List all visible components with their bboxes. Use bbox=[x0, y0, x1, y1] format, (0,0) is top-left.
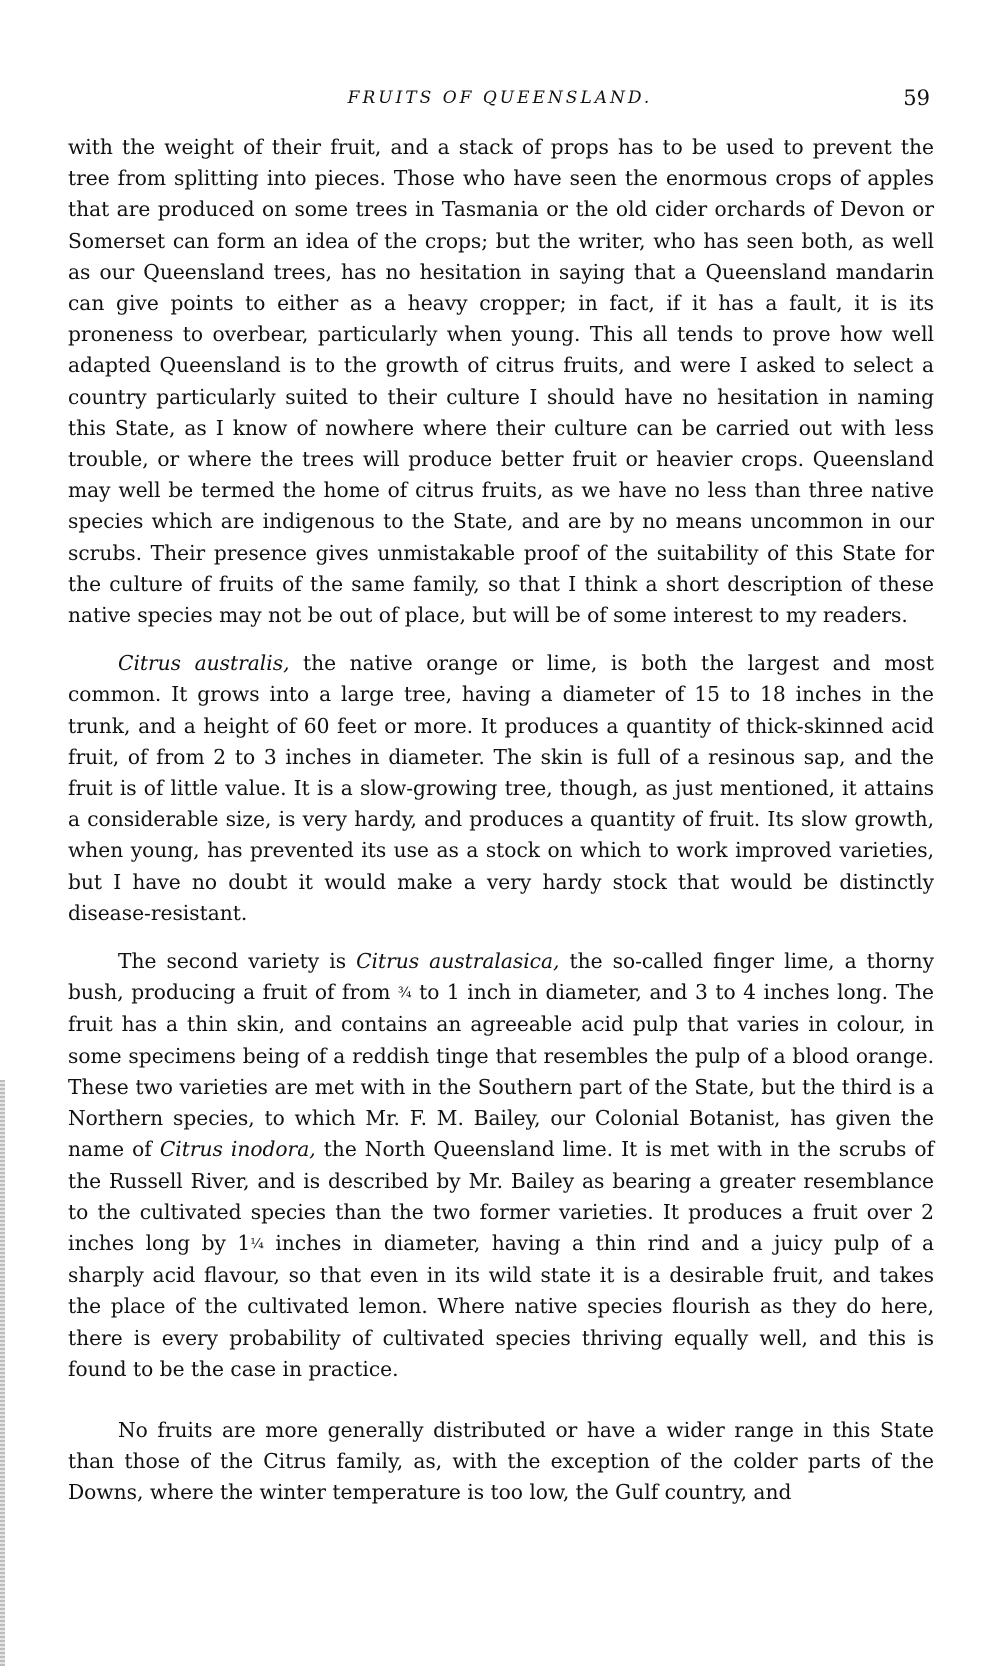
paragraph-3-seg-5: inches in diameter, having a thin rind and a juicy pulp of a sharply acid flavour, so that even in its wild state it is a desirable fruit, and takes the place of the cultivated lemon. Where native species flourish as they do here, there is every probability of cultivated species thriving equally well, and this is found to be the case in practice. bbox=[68, 1230, 934, 1381]
paragraph-3-seg-1: The second variety is bbox=[118, 949, 357, 974]
running-head bbox=[0, 86, 1000, 116]
species-name-citrus-australis: Citrus australis, bbox=[118, 651, 290, 676]
scan-edge bbox=[0, 1080, 5, 1666]
species-name-citrus-australasica: Citrus australasica, bbox=[356, 949, 560, 974]
paragraph-3 bbox=[68, 946, 934, 1385]
running-title: FRUITS OF QUEENSLAND. bbox=[347, 88, 653, 108]
paragraph-2-text: the native orange or lime, is both the largest and most common. It grows into a large tree, having a diameter of 15 to 18 inches in the trunk, and a height of 60 feet or more. It produces a quantity of thick-skinned acid fruit, of from 2 to 3 inches in diameter. The skin is full of a resinous sap, and the fruit is of little value. It is a slow-growing tree, though, as just mentioned, it attains a considerable size, is very hardy, and produces a quantity of fruit. Its slow growth, when young, has prevented its use as a stock on which to work improved varieties, but I have no doubt it would make a very hardy stock that would be distinctly disease-resistant. bbox=[68, 651, 934, 925]
paragraph-3-seg-3: to 1 inch in diameter, and 3 to 4 inches long. The fruit has a thin skin, and contains an agreeable acid pulp that varies in colour, in some specimens being of a reddish tinge that resembles the pulp of a blood orange. These two varieties are met with in the Southern part of the State, but the third is a Northern species, to which Mr. F. M. Bailey, our Colonial Botanist, has given the name of bbox=[68, 980, 934, 1162]
paragraph-2 bbox=[68, 648, 934, 929]
body-text bbox=[68, 132, 934, 1509]
paragraph-3-seg-4: the North Queensland lime. It is met with in the scrubs of the Russell River, and is described by Mr. Bailey as bearing a greater resemblance to the cultivated species than the two former varieties. It produces a fruit over 2 inches long by 1 bbox=[68, 1137, 934, 1255]
paragraph-4: No fruits are more generally distributed or have a wider range in this State than those of the Citrus family, as, with the exception of the colder parts of the Downs, where the winter temperature is too low, the Gulf country, and bbox=[68, 1417, 934, 1505]
fraction-three-quarters: ¾ bbox=[397, 985, 412, 1002]
paragraph-3-seg-2: the so-called finger lime, a thorny bush, producing a fruit of from bbox=[68, 949, 934, 1005]
species-name-citrus-inodora: Citrus inodora, bbox=[159, 1137, 316, 1162]
page-number: 59 bbox=[903, 86, 930, 110]
fraction-one-quarter: ¼ bbox=[250, 1235, 264, 1252]
paragraph-1: with the weight of their fruit, and a stack of props has to be used to prevent the tree from splitting into pieces. Those who have seen the enormous crops of apples that are produced on some trees in Tasmania or the old cider orchards of Devon or Somerset can form an idea of the crops; but the writer, who has seen both, as well as our Queensland trees, has no hesitation in saying that a Queensland mandarin can give points to either as a heavy cropper; in fact, if it has a fault, it is its proneness to overbear, particularly when young. This all tends to prove how well adapted Queensland is to the growth of citrus fruits, and were I asked to select a country particularly suited to their culture I should have no hesitation in naming this State, as I know of nowhere where their culture can be carried out with less trouble, or where the trees will produce better fruit or heavier crops. Queensland may well be termed the home of citrus fruits, as we have no less than three native species which are indigenous to the State, and are by no means uncommon in our scrubs. Their presence gives unmistakable proof of the suitability of this State for the culture of fruits of the same family, so that I think a short description of these native species may not be out of place, but will be of some interest to my readers. bbox=[68, 135, 934, 628]
